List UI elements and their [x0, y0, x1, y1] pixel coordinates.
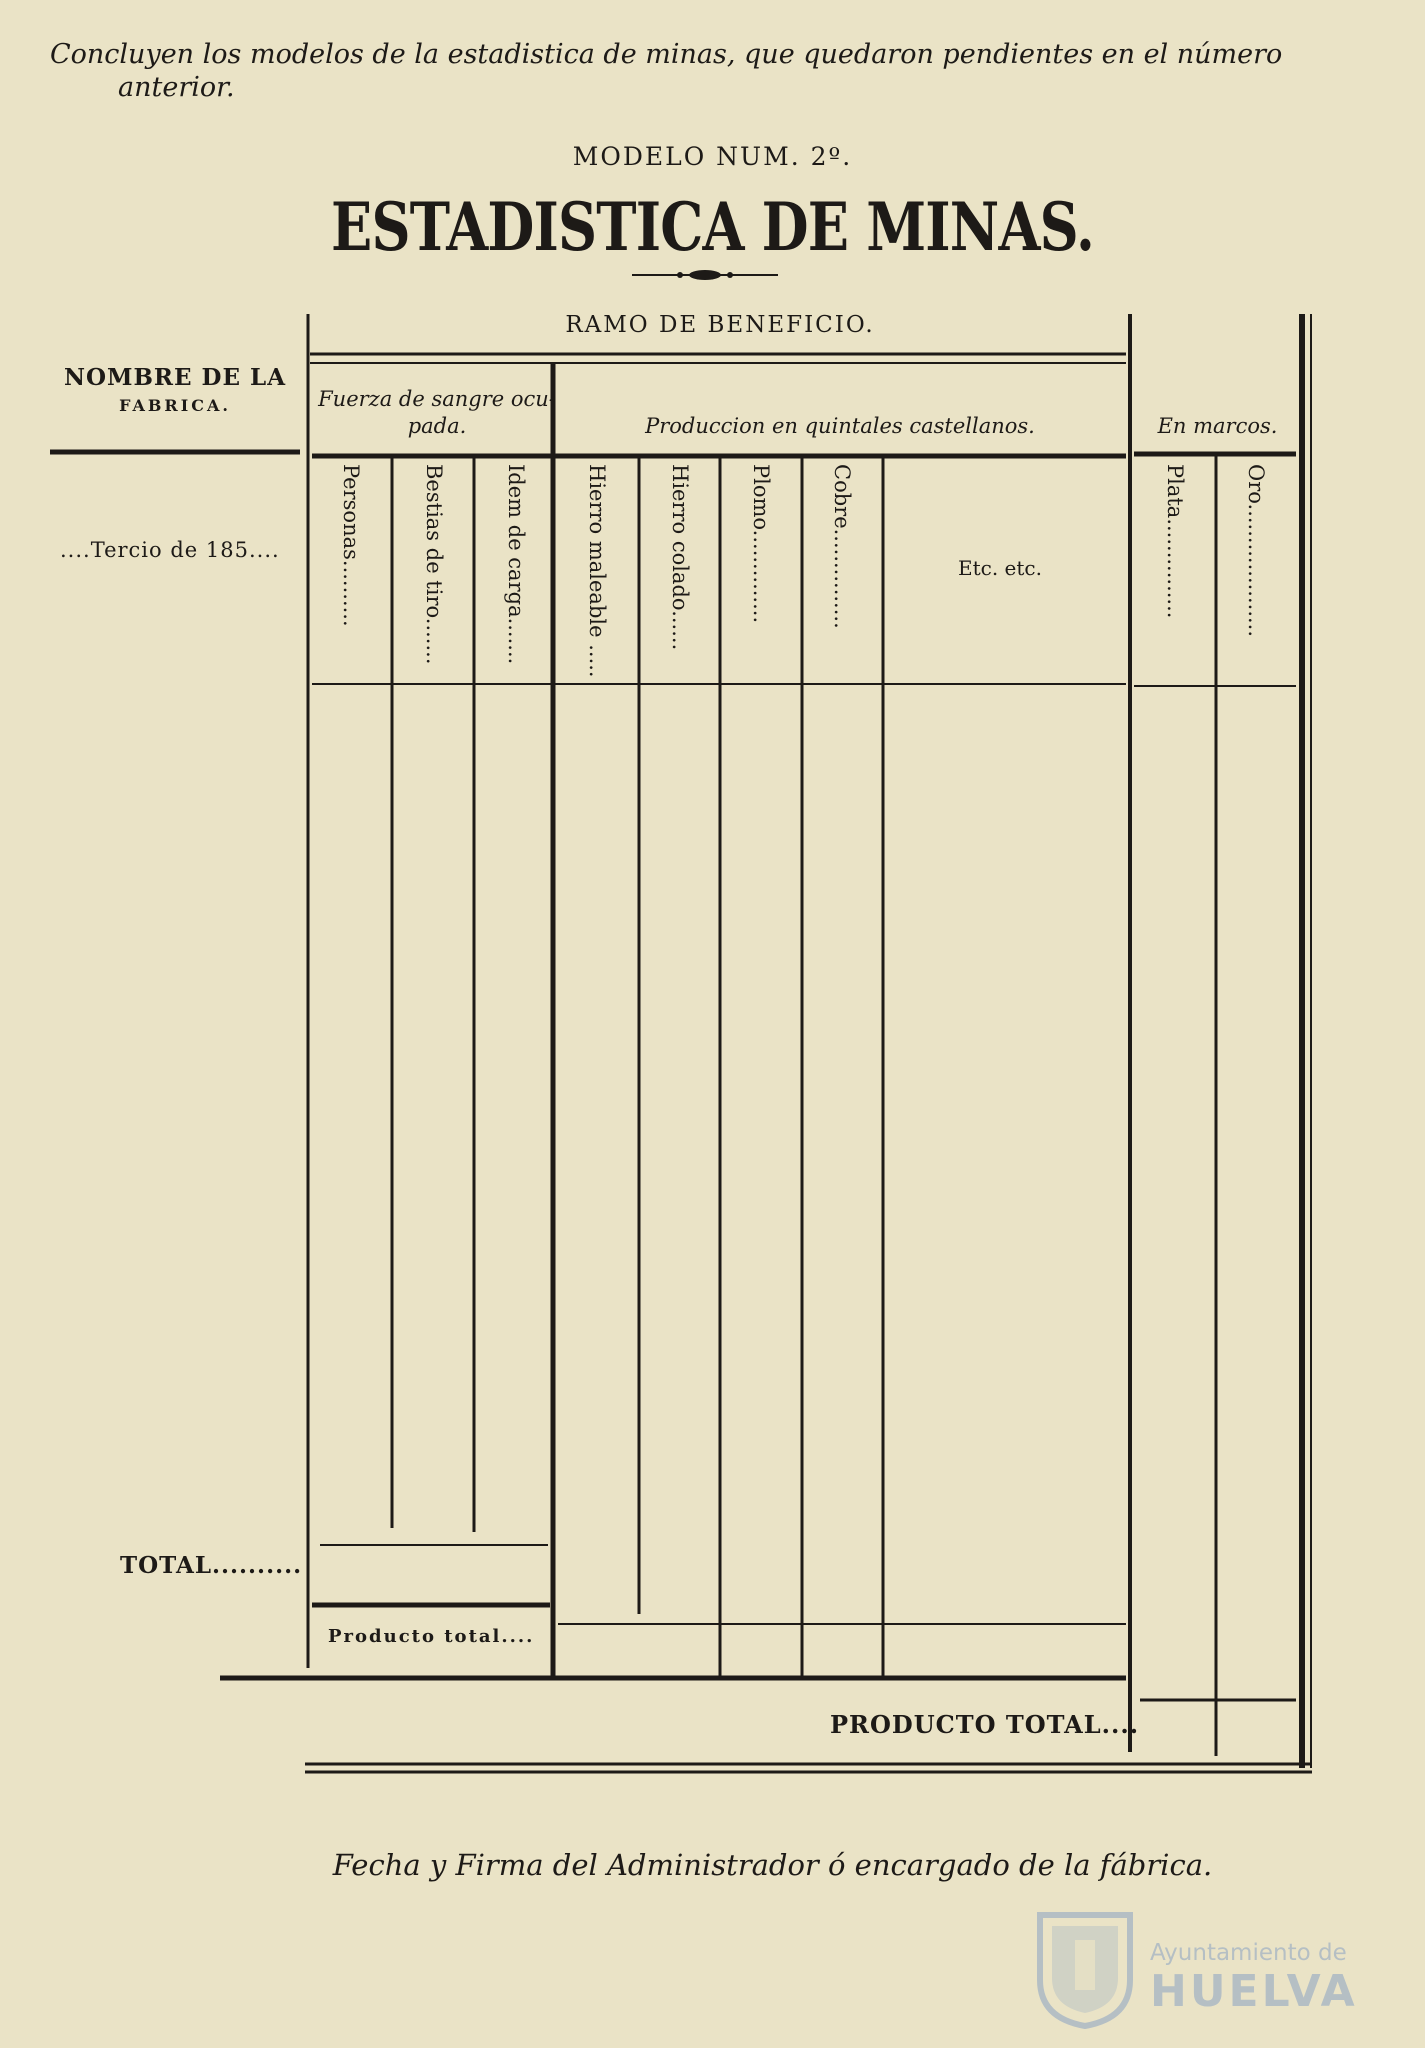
watermark-line-1: Ayuntamiento de: [1150, 1940, 1347, 1966]
watermark-line-2: HUELVA: [1150, 1966, 1358, 2017]
row-label-tercio: ....Tercio de 185....: [60, 538, 280, 562]
column-oro: Oro....................: [1244, 464, 1268, 638]
produccion-header: Produccion en quintales castellanos.: [645, 414, 1035, 438]
intro-line-1: Concluyen los modelos de la estadistica de minas, que quedaron pendientes en el número: [50, 39, 1283, 70]
column-hierro-maleable: Hierro maleable .....: [585, 464, 609, 678]
column-hierro-colado: Hierro colado......: [668, 464, 692, 651]
en-marcos-header: En marcos.: [1157, 414, 1278, 438]
column-personas: Personas..........: [339, 464, 363, 627]
total-label: TOTAL..........: [120, 1552, 303, 1579]
watermark: [1010, 1890, 1370, 2040]
model-number: MODELO NUM. 2º.: [572, 142, 853, 171]
ramo-header: RAMO DE BENEFICIO.: [565, 312, 875, 338]
fuerza-line-1: Fuerza de sangre ocu-: [318, 387, 556, 411]
nombre-header: NOMBRE DE LA: [63, 364, 287, 391]
etc-column-label: Etc. etc.: [958, 556, 1042, 580]
fuerza-line-2: pada.: [407, 414, 467, 438]
page-title: ESTADISTICA DE MINAS.: [331, 188, 1094, 266]
column-bestias-de-tiro: Bestias de tiro.......: [422, 464, 446, 665]
column-idem-de-carga: Idem de carga.......: [504, 464, 528, 665]
column-plomo: Plomo..............: [749, 464, 773, 624]
producto-total-label-2: PRODUCTO TOTAL....: [830, 1710, 1140, 1739]
signature-line: Fecha y Firma del Administrador ó encargado de la fábrica.: [332, 1848, 1213, 1882]
fuerza-header: [312, 386, 562, 440]
column-cobre: Cobre...............: [830, 464, 854, 629]
intro-line-2: anterior.: [118, 72, 235, 103]
column-plata: Plata...............: [1163, 464, 1187, 619]
coat-of-arms-icon: [1030, 1900, 1140, 2030]
producto-total-label-1: Producto total....: [328, 1626, 535, 1647]
fabrica-header: FABRICA.: [119, 396, 231, 415]
